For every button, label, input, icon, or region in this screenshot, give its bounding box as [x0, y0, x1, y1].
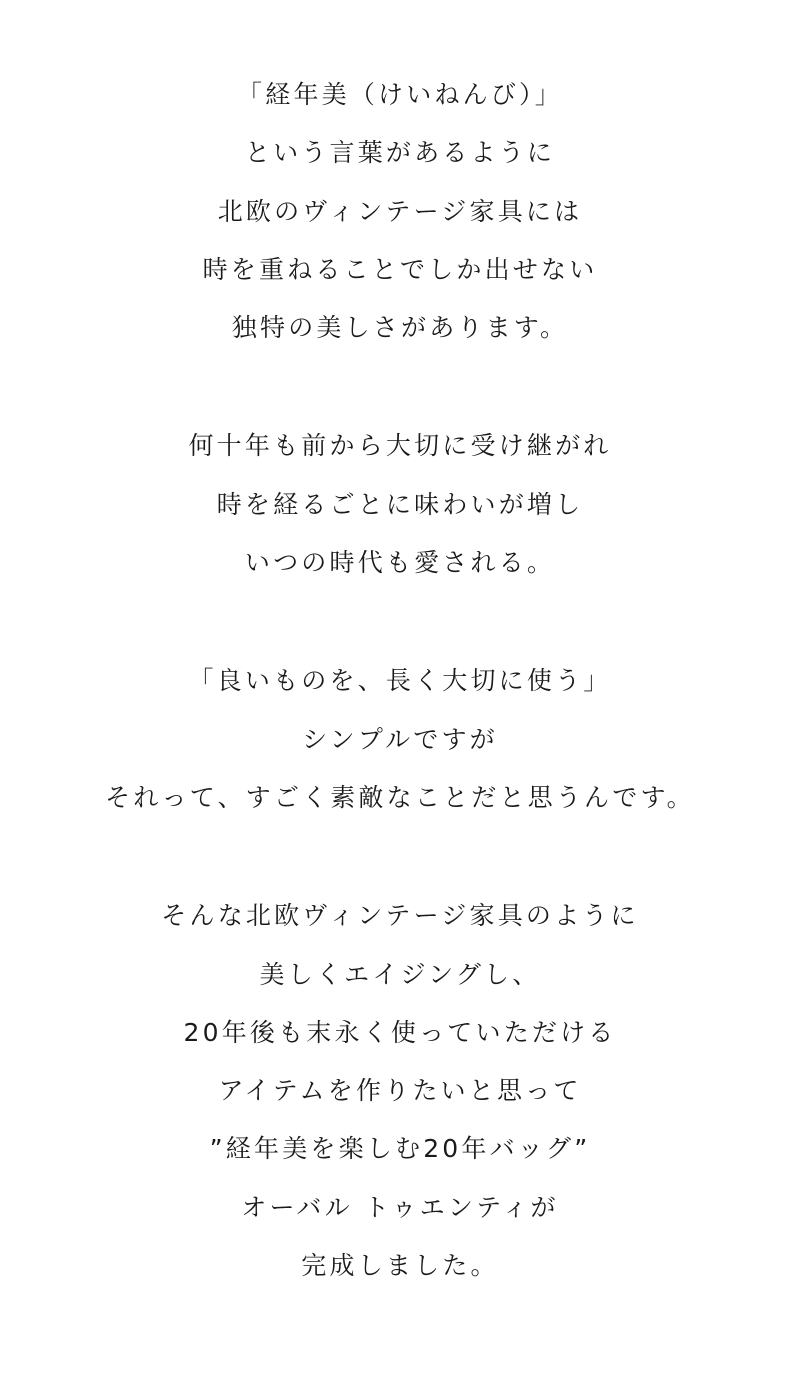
text-line: そんな北欧ヴィンテージ家具のように: [161, 901, 639, 931]
text-line: アイテムを作りたいと思って: [218, 1076, 582, 1106]
text-line: 独特の美しさがあります。: [231, 313, 569, 343]
text-line: という言葉があるように: [244, 138, 556, 168]
text-line: シンプルですが: [302, 724, 498, 754]
text-line: 時を経るごとに味わいが増し: [216, 489, 584, 519]
text-line: オーバル トゥエンティが: [241, 1192, 559, 1222]
text-line: それって、すごく素敵なことだと思うんです。: [105, 782, 695, 812]
text-line: 完成しました。: [301, 1251, 499, 1281]
text-line: 何十年も前から大切に受け継がれ: [188, 431, 612, 461]
text-line: 「良いものを、長く大切に使う」: [188, 666, 612, 696]
stanza-use-good-things: [0, 660, 800, 835]
stanza-keinenbi-intro: [0, 74, 800, 365]
text-line: ”経年美を楽しむ20年バッグ”: [209, 1134, 591, 1164]
text-line: 20年後も末永く使っていただける: [183, 1017, 617, 1047]
text-line: 時を重ねることでしか出せない: [202, 254, 598, 284]
text-line: 「経年美（けいねんび）」: [237, 80, 563, 109]
text-line: 北欧のヴィンテージ家具には: [217, 196, 583, 226]
stanza-oval-twenty: [0, 895, 800, 1303]
text-line: 美しくエイジングし、: [259, 959, 541, 989]
text-line: いつの時代も愛される。: [244, 548, 556, 578]
stanza-inherited-furniture: [0, 425, 800, 600]
